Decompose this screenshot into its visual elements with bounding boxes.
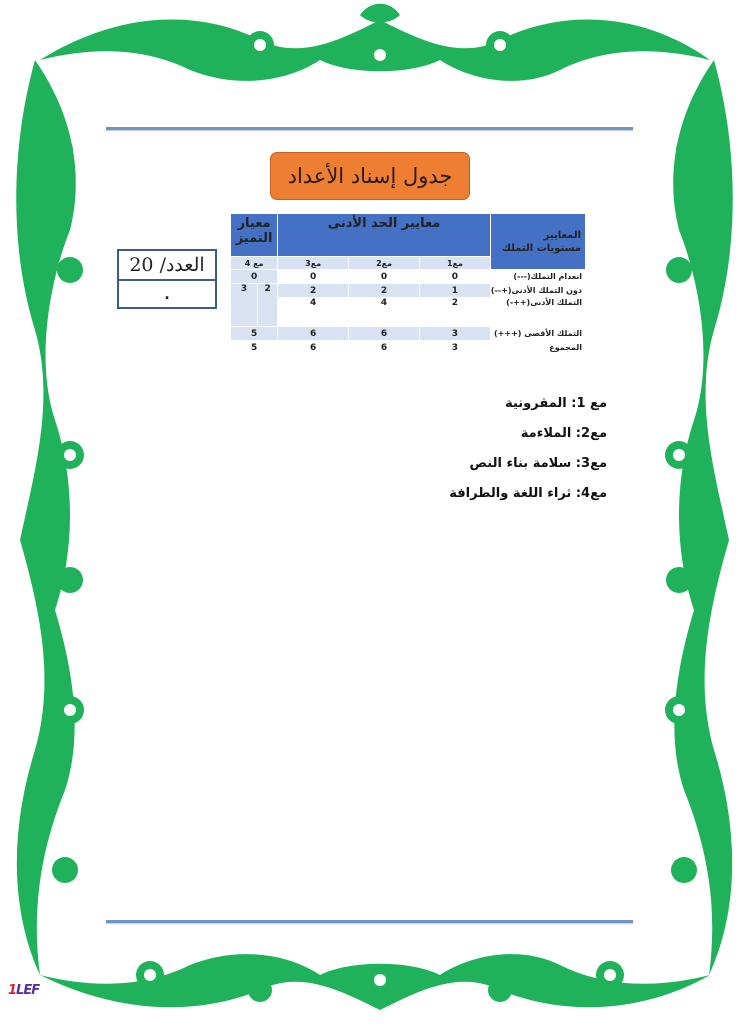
cell: 3 (420, 341, 491, 355)
cell: 4 (278, 298, 349, 327)
grading-table (230, 213, 586, 355)
page-title-text: جدول إسناد الأعداد (287, 164, 453, 188)
row-label: دون التملك الأدنى(+--) (490, 284, 585, 298)
site-logo (8, 983, 39, 998)
cell: 5 (231, 341, 278, 355)
top-rule (106, 127, 633, 130)
cell: 2 (278, 284, 349, 298)
subheader-c4: مع 4 (231, 257, 278, 270)
criterion-1: مع 1: المقرونية (505, 396, 607, 411)
table-row (231, 298, 586, 327)
row-label: المجموع (490, 341, 585, 355)
subheader-c1: مع1 (420, 257, 491, 270)
cell: 2 (420, 298, 491, 327)
cell: 2 (349, 284, 420, 298)
logo-part1: 1 (8, 983, 17, 998)
row-label: انعدام التملك(---) (490, 270, 585, 284)
header-excellence-line2: التميز (235, 231, 273, 246)
cell: 0 (420, 270, 491, 284)
header-excellence-line1: معيار (237, 216, 271, 231)
cell: 5 (231, 327, 278, 341)
cell: 4 (349, 298, 420, 327)
criterion-4: مع4: ثراء اللغة والطرافة (449, 486, 607, 501)
header-levels (490, 214, 585, 270)
cell: 3 (420, 327, 491, 341)
table-row (231, 270, 586, 284)
logo-part2: LEF (16, 983, 40, 998)
header-excellence (231, 214, 278, 257)
cell: 6 (278, 341, 349, 355)
table-row (231, 341, 586, 355)
cell: 0 (349, 270, 420, 284)
cell: 6 (278, 327, 349, 341)
row-label: التملك الأقصى (+++) (490, 327, 585, 341)
criterion-3: مع3: سلامة بناء النص (469, 456, 607, 471)
grade-label: العدد/ 20 (129, 254, 205, 276)
table-row (231, 284, 586, 298)
row-label: التملك الأدنى(++-) (490, 298, 585, 327)
header-levels-label: مستويات التملك (501, 242, 581, 254)
subheader-c3: مع3 (278, 257, 349, 270)
cell: 6 (349, 327, 420, 341)
bottom-rule (106, 920, 633, 923)
cell: 6 (349, 341, 420, 355)
cell: 1 (420, 284, 491, 298)
cell: 0 (278, 270, 349, 284)
header-criteria-label: المعايير (543, 229, 581, 241)
header-min-criteria: معايير الحد الأدنى (278, 214, 491, 257)
grade-value: . (164, 287, 170, 303)
table-row (231, 327, 586, 341)
page-title (270, 152, 470, 200)
subheader-c2: مع2 (349, 257, 420, 270)
cell: 0 (231, 270, 278, 284)
criterion-2: مع2: الملاءمة (520, 426, 607, 441)
cell: 3 (231, 284, 258, 327)
cell: 2 (258, 284, 278, 327)
criteria-legend (449, 396, 607, 516)
grade-box (117, 249, 217, 309)
